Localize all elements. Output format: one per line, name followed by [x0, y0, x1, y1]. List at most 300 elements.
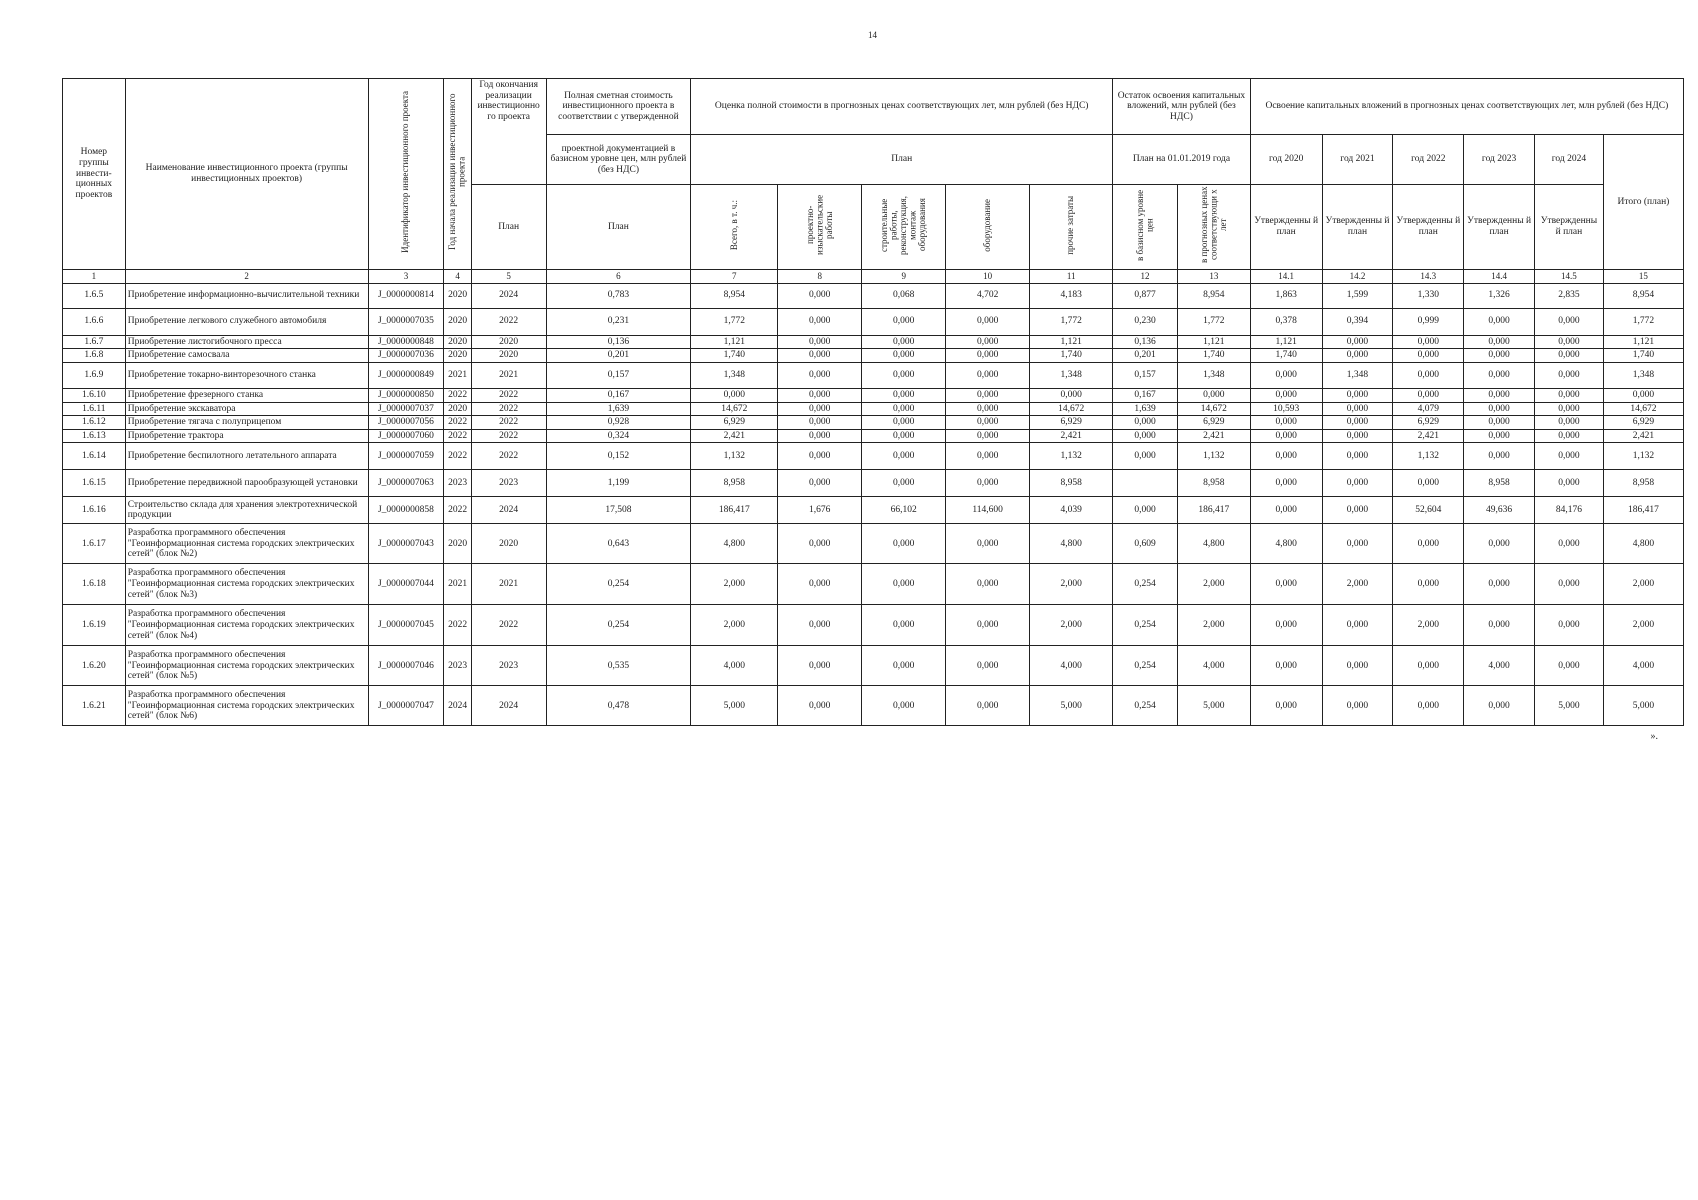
group-number-cell: 1.6.14: [63, 443, 126, 470]
value-cell: 0,000: [1464, 524, 1535, 564]
value-cell: 1,121: [1250, 335, 1322, 349]
value-cell: 0,000: [1250, 605, 1322, 646]
value-cell: 6,929: [1177, 416, 1250, 430]
value-cell: 6,929: [1393, 416, 1464, 430]
value-cell: 0,000: [1464, 686, 1535, 726]
project-id-cell: J_0000007046: [368, 646, 444, 686]
value-cell: 1,326: [1464, 283, 1535, 308]
value-cell: 0,000: [1322, 497, 1393, 524]
value-cell: 0,000: [1322, 335, 1393, 349]
project-id-cell: J_0000000848: [368, 335, 444, 349]
value-cell: 0,000: [1393, 524, 1464, 564]
project-id-cell: J_0000007060: [368, 429, 444, 443]
value-cell: 2,000: [1603, 605, 1683, 646]
value-cell: 1,639: [1113, 402, 1178, 416]
column-number: 4: [444, 269, 471, 283]
value-cell: 1,121: [1603, 335, 1683, 349]
value-cell: 14,672: [1177, 402, 1250, 416]
value-cell: 0,000: [862, 524, 946, 564]
value-cell: 1,348: [1030, 362, 1113, 388]
value-cell: 114,600: [946, 497, 1030, 524]
value-cell: 1,348: [691, 362, 778, 388]
project-name-cell: Приобретение трактора: [125, 429, 368, 443]
header-year-2024: год 2024: [1535, 135, 1604, 185]
value-cell: 8,958: [1030, 470, 1113, 497]
value-cell: 2021: [471, 362, 546, 388]
table-row: [63, 605, 1684, 646]
project-name-cell: Разработка программного обеспечения "Геоинформационная система городских электрических сетей" (блок №6): [125, 686, 368, 726]
value-cell: 0,000: [1250, 429, 1322, 443]
project-id-cell: J_0000007037: [368, 402, 444, 416]
column-number: 9: [862, 269, 946, 283]
value-cell: 2020: [444, 283, 471, 308]
value-cell: 0,000: [778, 470, 862, 497]
header-start-year-text: Год начала реализации инвестиционного проекта: [447, 93, 467, 251]
value-cell: 0,000: [1535, 388, 1604, 402]
column-number: 11: [1030, 269, 1113, 283]
value-cell: 8,954: [1177, 283, 1250, 308]
value-cell: 1,772: [1177, 308, 1250, 335]
project-id-cell: J_0000000849: [368, 362, 444, 388]
value-cell: 0,000: [1322, 416, 1393, 430]
value-cell: 0,000: [1250, 564, 1322, 605]
value-cell: 0,000: [946, 416, 1030, 430]
value-cell: 0,068: [862, 283, 946, 308]
value-cell: 0,000: [1393, 388, 1464, 402]
value-cell: 2022: [471, 605, 546, 646]
value-cell: 0,000: [946, 308, 1030, 335]
column-number: 13: [1177, 269, 1250, 283]
value-cell: 2022: [471, 443, 546, 470]
column-number: 14.5: [1535, 269, 1604, 283]
value-cell: 2,000: [1393, 605, 1464, 646]
project-name-cell: Приобретение информационно-вычислительной техники: [125, 283, 368, 308]
value-cell: 2020: [444, 524, 471, 564]
value-cell: 8,958: [1603, 470, 1683, 497]
value-cell: 0,000: [1535, 564, 1604, 605]
header-sub-construction: [862, 185, 946, 270]
header-sub-equipment-text: оборудование: [981, 198, 992, 252]
value-cell: 0,136: [546, 335, 691, 349]
project-id-cell: J_0000000858: [368, 497, 444, 524]
table-row: [63, 335, 1684, 349]
project-name-cell: Разработка программного обеспечения "Геоинформационная система городских электрических сетей" (блок №2): [125, 524, 368, 564]
project-name-cell: Приобретение экскаватора: [125, 402, 368, 416]
value-cell: 0,783: [546, 283, 691, 308]
table-row: [63, 362, 1684, 388]
project-name-cell: Разработка программного обеспечения "Геоинформационная система городских электрических сетей" (блок №5): [125, 646, 368, 686]
value-cell: 0,000: [1393, 349, 1464, 363]
column-number: 14.4: [1464, 269, 1535, 283]
value-cell: 0,230: [1113, 308, 1178, 335]
header-sub-base-prices: [1113, 185, 1178, 270]
value-cell: 0,000: [1535, 524, 1604, 564]
value-cell: 0,000: [778, 335, 862, 349]
value-cell: 0,000: [1535, 362, 1604, 388]
header-sub-construction-text: строительные работы, реконструкция, монтаж оборудования: [879, 195, 927, 255]
value-cell: 0,000: [778, 429, 862, 443]
value-cell: 0,000: [1464, 443, 1535, 470]
value-cell: 0,000: [862, 362, 946, 388]
value-cell: 8,954: [691, 283, 778, 308]
value-cell: 5,000: [691, 686, 778, 726]
value-cell: 0,000: [1393, 686, 1464, 726]
table-row: [63, 443, 1684, 470]
value-cell: 2022: [444, 429, 471, 443]
value-cell: 4,702: [946, 283, 1030, 308]
value-cell: 0,000: [1535, 470, 1604, 497]
value-cell: 0,000: [1464, 349, 1535, 363]
value-cell: 0,000: [946, 524, 1030, 564]
value-cell: 0,254: [1113, 686, 1178, 726]
value-cell: 0,000: [862, 349, 946, 363]
value-cell: 0,000: [778, 349, 862, 363]
value-cell: 0,378: [1250, 308, 1322, 335]
value-cell: 1,132: [1603, 443, 1683, 470]
project-id-cell: J_0000000814: [368, 283, 444, 308]
value-cell: 0,000: [1250, 470, 1322, 497]
value-cell: 1,740: [1030, 349, 1113, 363]
value-cell: 186,417: [1177, 497, 1250, 524]
value-cell: 5,000: [1603, 686, 1683, 726]
value-cell: 0,000: [1113, 443, 1178, 470]
value-cell: 4,800: [1030, 524, 1113, 564]
header-end-year-plan: План: [471, 185, 546, 270]
value-cell: 0,157: [546, 362, 691, 388]
value-cell: 0,000: [1113, 416, 1178, 430]
value-cell: 66,102: [862, 497, 946, 524]
table-row: [63, 497, 1684, 524]
value-cell: 0,000: [1250, 686, 1322, 726]
project-name-cell: Приобретение фрезерного станка: [125, 388, 368, 402]
table-row: [63, 429, 1684, 443]
value-cell: 2,421: [1030, 429, 1113, 443]
project-id-cell: J_0000007045: [368, 605, 444, 646]
value-cell: 1,121: [1030, 335, 1113, 349]
value-cell: 0,000: [1464, 429, 1535, 443]
table-row: [63, 283, 1684, 308]
value-cell: 0,000: [1322, 402, 1393, 416]
value-cell: 0,000: [1113, 497, 1178, 524]
value-cell: 5,000: [1030, 686, 1113, 726]
value-cell: 0,167: [546, 388, 691, 402]
value-cell: 0,000: [1322, 605, 1393, 646]
header-year-2020: год 2020: [1250, 135, 1322, 185]
group-number-cell: 1.6.10: [63, 388, 126, 402]
value-cell: 0,000: [1393, 362, 1464, 388]
value-cell: 1,121: [1177, 335, 1250, 349]
value-cell: 2,000: [691, 605, 778, 646]
value-cell: 2020: [471, 349, 546, 363]
value-cell: 2,000: [1030, 605, 1113, 646]
table-row: [63, 308, 1684, 335]
column-number: 6: [546, 269, 691, 283]
value-cell: 14,672: [1603, 402, 1683, 416]
project-name-cell: Приобретение самосвала: [125, 349, 368, 363]
value-cell: [1113, 470, 1178, 497]
column-number: 8: [778, 269, 862, 283]
value-cell: 0,254: [1113, 605, 1178, 646]
value-cell: 2,000: [1177, 564, 1250, 605]
value-cell: 0,000: [1030, 388, 1113, 402]
value-cell: 4,000: [1030, 646, 1113, 686]
value-cell: 0,000: [1464, 388, 1535, 402]
value-cell: 1,740: [1603, 349, 1683, 363]
value-cell: 2022: [444, 388, 471, 402]
project-name-cell: Приобретение беспилотного летательного аппарата: [125, 443, 368, 470]
value-cell: 8,954: [1603, 283, 1683, 308]
value-cell: 1,772: [691, 308, 778, 335]
project-id-cell: J_0000007056: [368, 416, 444, 430]
value-cell: 0,000: [862, 564, 946, 605]
project-name-cell: Приобретение передвижной парообразующей установки: [125, 470, 368, 497]
table-row: [63, 646, 1684, 686]
end-mark: ».: [1650, 731, 1658, 742]
project-name-cell: Приобретение легкового служебного автомобиля: [125, 308, 368, 335]
value-cell: 0,000: [1393, 646, 1464, 686]
value-cell: 0,000: [946, 646, 1030, 686]
group-number-cell: 1.6.21: [63, 686, 126, 726]
value-cell: 2,000: [1603, 564, 1683, 605]
value-cell: 1,348: [1177, 362, 1250, 388]
value-cell: 1,132: [1030, 443, 1113, 470]
header-approved-2024: Утвержденны й план: [1535, 185, 1604, 270]
header-approved-2021: Утвержденны й план: [1322, 185, 1393, 270]
value-cell: 0,000: [1322, 686, 1393, 726]
value-cell: 1,132: [1177, 443, 1250, 470]
value-cell: 2,000: [1177, 605, 1250, 646]
value-cell: 0,000: [862, 646, 946, 686]
value-cell: 0,152: [546, 443, 691, 470]
header-year-2023: год 2023: [1464, 135, 1535, 185]
value-cell: 49,636: [1464, 497, 1535, 524]
value-cell: 1,348: [1603, 362, 1683, 388]
header-year-2021: год 2021: [1322, 135, 1393, 185]
value-cell: 4,000: [1177, 646, 1250, 686]
value-cell: 4,000: [691, 646, 778, 686]
header-sub-equipment: [946, 185, 1030, 270]
value-cell: 1,132: [1393, 443, 1464, 470]
value-cell: 0,000: [946, 402, 1030, 416]
header-start-year: [444, 79, 471, 270]
value-cell: 10,593: [1250, 402, 1322, 416]
value-cell: 0,000: [1393, 564, 1464, 605]
header-approved-2022: Утвержденны й план: [1393, 185, 1464, 270]
table-row: [63, 416, 1684, 430]
value-cell: 2,835: [1535, 283, 1604, 308]
value-cell: 4,183: [1030, 283, 1113, 308]
value-cell: 4,800: [1177, 524, 1250, 564]
header-estimate-group: Оценка полной стоимости в прогнозных ценах соответствующих лет, млн рублей (без НДС): [691, 79, 1113, 135]
value-cell: 0,000: [778, 283, 862, 308]
value-cell: 0,877: [1113, 283, 1178, 308]
project-id-cell: J_0000007044: [368, 564, 444, 605]
value-cell: 4,800: [691, 524, 778, 564]
value-cell: 4,000: [1603, 646, 1683, 686]
value-cell: 1,772: [1030, 308, 1113, 335]
value-cell: 4,079: [1393, 402, 1464, 416]
value-cell: 0,167: [1113, 388, 1178, 402]
value-cell: 4,800: [1250, 524, 1322, 564]
value-cell: 2024: [471, 497, 546, 524]
group-number-cell: 1.6.20: [63, 646, 126, 686]
value-cell: 0,000: [862, 308, 946, 335]
value-cell: 0,000: [1464, 605, 1535, 646]
value-cell: 0,000: [862, 429, 946, 443]
value-cell: 8,958: [1177, 470, 1250, 497]
column-number-row: [63, 269, 1684, 283]
column-number: 12: [1113, 269, 1178, 283]
value-cell: 0,000: [862, 470, 946, 497]
project-id-cell: J_0000007035: [368, 308, 444, 335]
value-cell: 6,929: [1030, 416, 1113, 430]
value-cell: 0,000: [862, 402, 946, 416]
value-cell: 0,000: [1464, 416, 1535, 430]
header-approved-2020: Утвержденны й план: [1250, 185, 1322, 270]
value-cell: 6,929: [691, 416, 778, 430]
value-cell: 0,000: [1250, 646, 1322, 686]
value-cell: 0,000: [1322, 524, 1393, 564]
value-cell: 0,000: [1250, 443, 1322, 470]
value-cell: 2020: [444, 402, 471, 416]
value-cell: 2020: [444, 349, 471, 363]
value-cell: 0,000: [1603, 388, 1683, 402]
value-cell: 2022: [471, 416, 546, 430]
value-cell: 84,176: [1535, 497, 1604, 524]
value-cell: 0,000: [1250, 388, 1322, 402]
value-cell: 14,672: [691, 402, 778, 416]
value-cell: 2023: [471, 470, 546, 497]
value-cell: 0,609: [1113, 524, 1178, 564]
header-end-year: Год окончания реализации инвестиционно го проекта: [471, 79, 546, 185]
value-cell: 1,639: [546, 402, 691, 416]
value-cell: 2022: [444, 497, 471, 524]
value-cell: 0,000: [862, 335, 946, 349]
value-cell: 2022: [471, 308, 546, 335]
value-cell: 1,676: [778, 497, 862, 524]
value-cell: 0,000: [946, 686, 1030, 726]
column-number: 15: [1603, 269, 1683, 283]
column-number: 14.2: [1322, 269, 1393, 283]
column-number: 10: [946, 269, 1030, 283]
header-approved-2023: Утвержденны й план: [1464, 185, 1535, 270]
value-cell: 0,999: [1393, 308, 1464, 335]
group-number-cell: 1.6.17: [63, 524, 126, 564]
value-cell: 0,000: [778, 686, 862, 726]
header-sub-other: [1030, 185, 1113, 270]
project-name-cell: Приобретение токарно-винторезочного станка: [125, 362, 368, 388]
group-number-cell: 1.6.6: [63, 308, 126, 335]
group-number-cell: 1.6.15: [63, 470, 126, 497]
value-cell: 0,000: [862, 388, 946, 402]
value-cell: 0,000: [946, 388, 1030, 402]
value-cell: 0,000: [691, 388, 778, 402]
value-cell: 2021: [444, 362, 471, 388]
value-cell: 0,000: [1250, 416, 1322, 430]
value-cell: 2024: [471, 686, 546, 726]
table-row: [63, 388, 1684, 402]
value-cell: 2023: [444, 470, 471, 497]
table-row: [63, 349, 1684, 363]
value-cell: 0,254: [1113, 564, 1178, 605]
header-project-name: Наименование инвестиционного проекта (группы инвестиционных проектов): [125, 79, 368, 270]
value-cell: 2022: [444, 416, 471, 430]
header-plan-on-date: План на 01.01.2019 года: [1113, 135, 1251, 185]
value-cell: 0,000: [1464, 402, 1535, 416]
value-cell: 0,000: [778, 308, 862, 335]
column-number: 1: [63, 269, 126, 283]
header-full-cost-plan: План: [546, 185, 691, 270]
value-cell: 0,254: [1113, 646, 1178, 686]
value-cell: 2020: [471, 524, 546, 564]
header-sub-other-text: прочие затраты: [1065, 195, 1076, 255]
value-cell: 0,000: [778, 402, 862, 416]
header-sub-forecast-prices-text: в прогнозных ценах соответствующи х лет: [1198, 186, 1228, 264]
group-number-cell: 1.6.18: [63, 564, 126, 605]
value-cell: 2,421: [1393, 429, 1464, 443]
header-sub-forecast-prices: [1177, 185, 1250, 270]
column-number: 5: [471, 269, 546, 283]
group-number-cell: 1.6.19: [63, 605, 126, 646]
value-cell: 0,000: [1250, 362, 1322, 388]
page-number: 14: [868, 30, 877, 40]
value-cell: 0,000: [1464, 362, 1535, 388]
group-number-cell: 1.6.11: [63, 402, 126, 416]
value-cell: 8,958: [1464, 470, 1535, 497]
value-cell: 0,000: [1177, 388, 1250, 402]
value-cell: 0,254: [546, 605, 691, 646]
value-cell: 2022: [444, 443, 471, 470]
value-cell: 2,421: [691, 429, 778, 443]
value-cell: 1,772: [1603, 308, 1683, 335]
value-cell: 0,000: [946, 362, 1030, 388]
value-cell: 2,000: [1322, 564, 1393, 605]
value-cell: 0,000: [1113, 429, 1178, 443]
project-id-cell: J_0000007063: [368, 470, 444, 497]
value-cell: 2,421: [1603, 429, 1683, 443]
value-cell: 0,201: [1113, 349, 1178, 363]
value-cell: 0,254: [546, 564, 691, 605]
value-cell: 0,000: [1464, 564, 1535, 605]
value-cell: 2021: [471, 564, 546, 605]
project-id-cell: J_0000000850: [368, 388, 444, 402]
value-cell: 0,000: [1535, 605, 1604, 646]
header-remainder-group: Остаток освоения капитальных вложений, млн рублей (без НДС): [1113, 79, 1251, 135]
header-sub-design-text: проектно-изыскательские работы: [804, 194, 834, 256]
value-cell: 0,000: [1535, 416, 1604, 430]
value-cell: 2021: [444, 564, 471, 605]
value-cell: 1,121: [691, 335, 778, 349]
value-cell: 0,000: [1322, 388, 1393, 402]
value-cell: 1,330: [1393, 283, 1464, 308]
value-cell: 0,000: [1393, 470, 1464, 497]
header-full-cost-mid: проектной документацией в базисном уровне цен, млн рублей (без НДС): [546, 135, 691, 185]
value-cell: 0,000: [1535, 308, 1604, 335]
value-cell: 0,000: [778, 564, 862, 605]
project-name-cell: Разработка программного обеспечения "Геоинформационная система городских электрических сетей" (блок №3): [125, 564, 368, 605]
value-cell: 2020: [471, 335, 546, 349]
group-number-cell: 1.6.16: [63, 497, 126, 524]
value-cell: 1,740: [691, 349, 778, 363]
project-id-cell: J_0000007043: [368, 524, 444, 564]
value-cell: 0,928: [546, 416, 691, 430]
value-cell: 0,000: [1535, 349, 1604, 363]
value-cell: 0,643: [546, 524, 691, 564]
column-number: 14.1: [1250, 269, 1322, 283]
header-sub-base-prices-text: в базисном уровне цен: [1134, 189, 1155, 261]
column-number: 7: [691, 269, 778, 283]
value-cell: 0,000: [1535, 646, 1604, 686]
